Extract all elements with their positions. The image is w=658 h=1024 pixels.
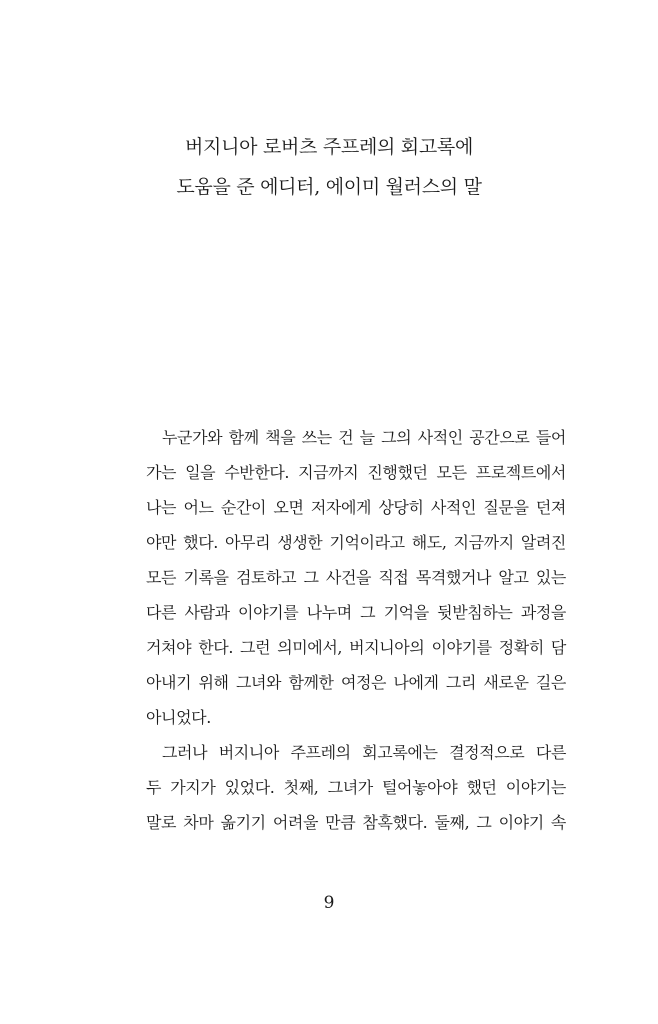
text-line: 나는 어느 순간이 오면 저자에게 상당히 사적인 질문을 던져 xyxy=(146,498,566,517)
text-line: 누군가와 함께 책을 쓰는 건 늘 그의 사적인 공간으로 들어 xyxy=(162,428,566,447)
heading-line-2: 도움을 준 에디터, 에이미 월러스의 말 xyxy=(176,176,482,198)
text-line: 다른 사람과 이야기를 나누며 그 기억을 뒷받침하는 과정을 xyxy=(146,603,566,622)
text-line: 아내기 위해 그녀와 함께한 여정은 나에게 그리 새로운 길은 xyxy=(146,673,566,692)
text-line: 가는 일을 수반한다. 지금까지 진행했던 모든 프로젝트에서 xyxy=(146,463,566,482)
text-line: 그러나 버지니아 주프레의 회고록에는 결정적으로 다른 xyxy=(162,743,566,762)
body-text xyxy=(146,420,566,840)
text-line: 말로 차마 옮기기 어려울 만큼 참혹했다. 둘째, 그 이야기 속 xyxy=(146,813,566,832)
text-line: 모든 기록을 검토하고 그 사건을 직접 목격했거나 알고 있는 xyxy=(146,568,566,587)
paragraph-1 xyxy=(146,420,566,735)
text-line: 두 가지가 있었다. 첫째, 그녀가 털어놓아야 했던 이야기는 xyxy=(146,778,566,797)
text-line: 야만 했다. 아무리 생생한 기억이라고 해도, 지금까지 알려진 xyxy=(146,533,566,552)
text-line: 아니었다. xyxy=(146,708,211,727)
page-number: 9 xyxy=(323,893,335,913)
chapter-heading xyxy=(0,127,658,207)
text-line: 거쳐야 한다. 그런 의미에서, 버지니아의 이야기를 정확히 담 xyxy=(146,638,566,657)
paragraph-2 xyxy=(146,735,566,840)
heading-line-1: 버지니아 로버츠 주프레의 회고록에 xyxy=(184,136,474,158)
